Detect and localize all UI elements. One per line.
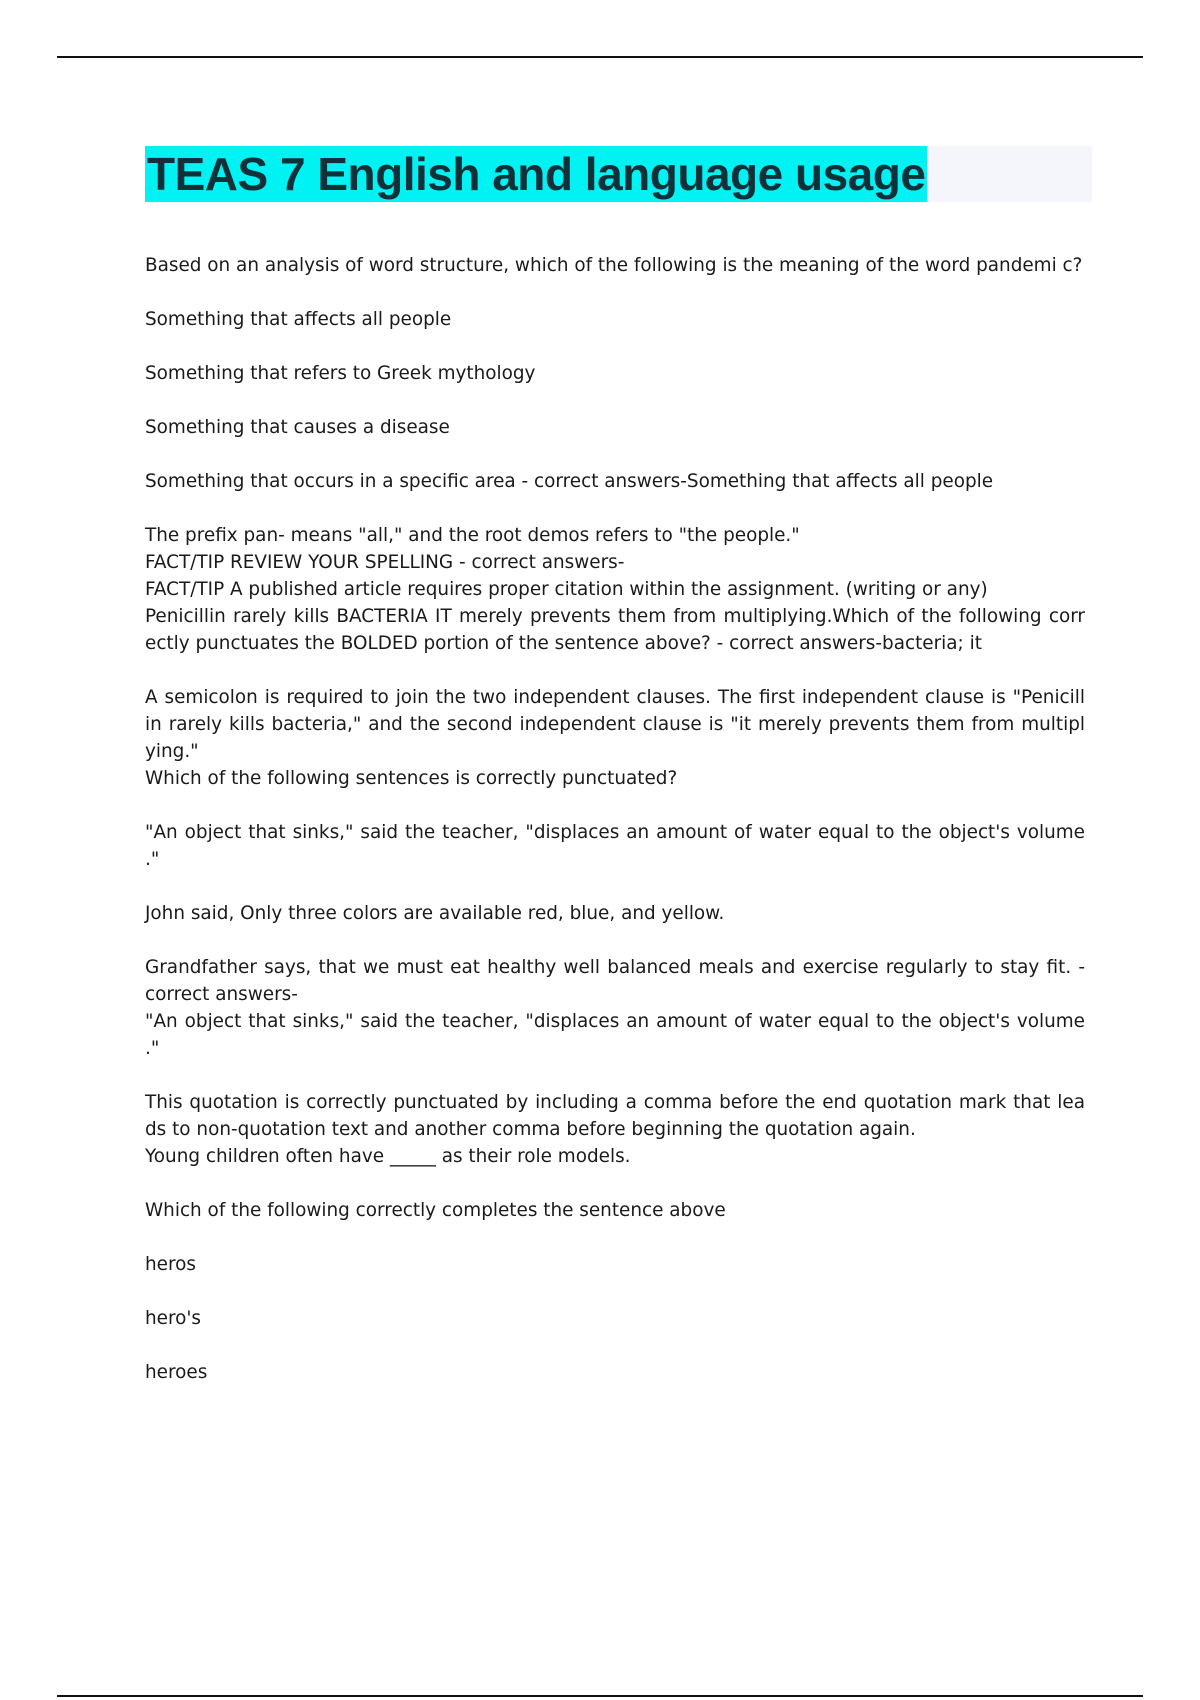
answer-object-sinks: "An object that sinks," said the teacher, "displaces an amount of water equal to the object's volume .": [145, 1011, 1085, 1059]
option-object-sinks: "An object that sinks," said the teacher, "displaces an amount of water equal to the object's volume .": [145, 822, 1085, 870]
option-heros: heros: [145, 1254, 196, 1275]
option-heros-apostrophe: hero's: [145, 1308, 202, 1329]
question-punctuation: Which of the following sentences is correctly punctuated?: [145, 768, 678, 789]
option-causes-disease: Something that causes a disease: [145, 417, 450, 438]
question-completes-sentence: Which of the following correctly completes the sentence above: [145, 1200, 726, 1221]
option-grandfather-answer: Grandfather says, that we must eat healthy well balanced meals and exercise regularly to stay fit. - correct answers-: [145, 957, 1085, 1005]
option-greek-mythology: Something that refers to Greek mythology: [145, 363, 536, 384]
question-role-models: Young children often have _____ as their role models.: [145, 1146, 631, 1167]
explanation-pan-prefix: The prefix pan- means "all," and the root demos refers to "the people.": [145, 525, 800, 546]
document-title: TEAS 7 English and language usage: [147, 148, 926, 200]
option-affects-all-people: Something that affects all people: [145, 309, 452, 330]
document-body: [145, 252, 1085, 1413]
fact-tip-citation: FACT/TIP A published article requires proper citation within the assignment. (writing or any): [145, 579, 988, 600]
explanation-quotation: This quotation is correctly punctuated by including a comma before the end quotation mark that lea ds to non-quotation text and another comma before beginning the quotation again.: [145, 1092, 1085, 1140]
option-john-said: John said, Only three colors are available red, blue, and yellow.: [145, 903, 725, 924]
explanation-semicolon: A semicolon is required to join the two independent clauses. The first independent clause is "Penicill in rarely kills bacteria," and the second independent clause is "it merely prevents them from multipl ying.": [145, 687, 1085, 762]
top-rule: [57, 56, 1143, 58]
question-penicillin: Penicillin rarely kills BACTERIA IT merely prevents them from multiplying.Which of the following corr ectly punctuates the BOLDED portion of the sentence above? - correct answers-bacteria; it: [145, 606, 1085, 654]
fact-tip-spelling: FACT/TIP REVIEW YOUR SPELLING - correct answers-: [145, 552, 625, 573]
option-heroes: heroes: [145, 1362, 208, 1383]
bottom-rule: [57, 1695, 1143, 1697]
question-pandemic: Based on an analysis of word structure, which of the following is the meaning of the word pandemi c?: [145, 255, 1083, 276]
option-specific-area-answer: Something that occurs in a specific area - correct answers-Something that affects all people: [145, 471, 994, 492]
